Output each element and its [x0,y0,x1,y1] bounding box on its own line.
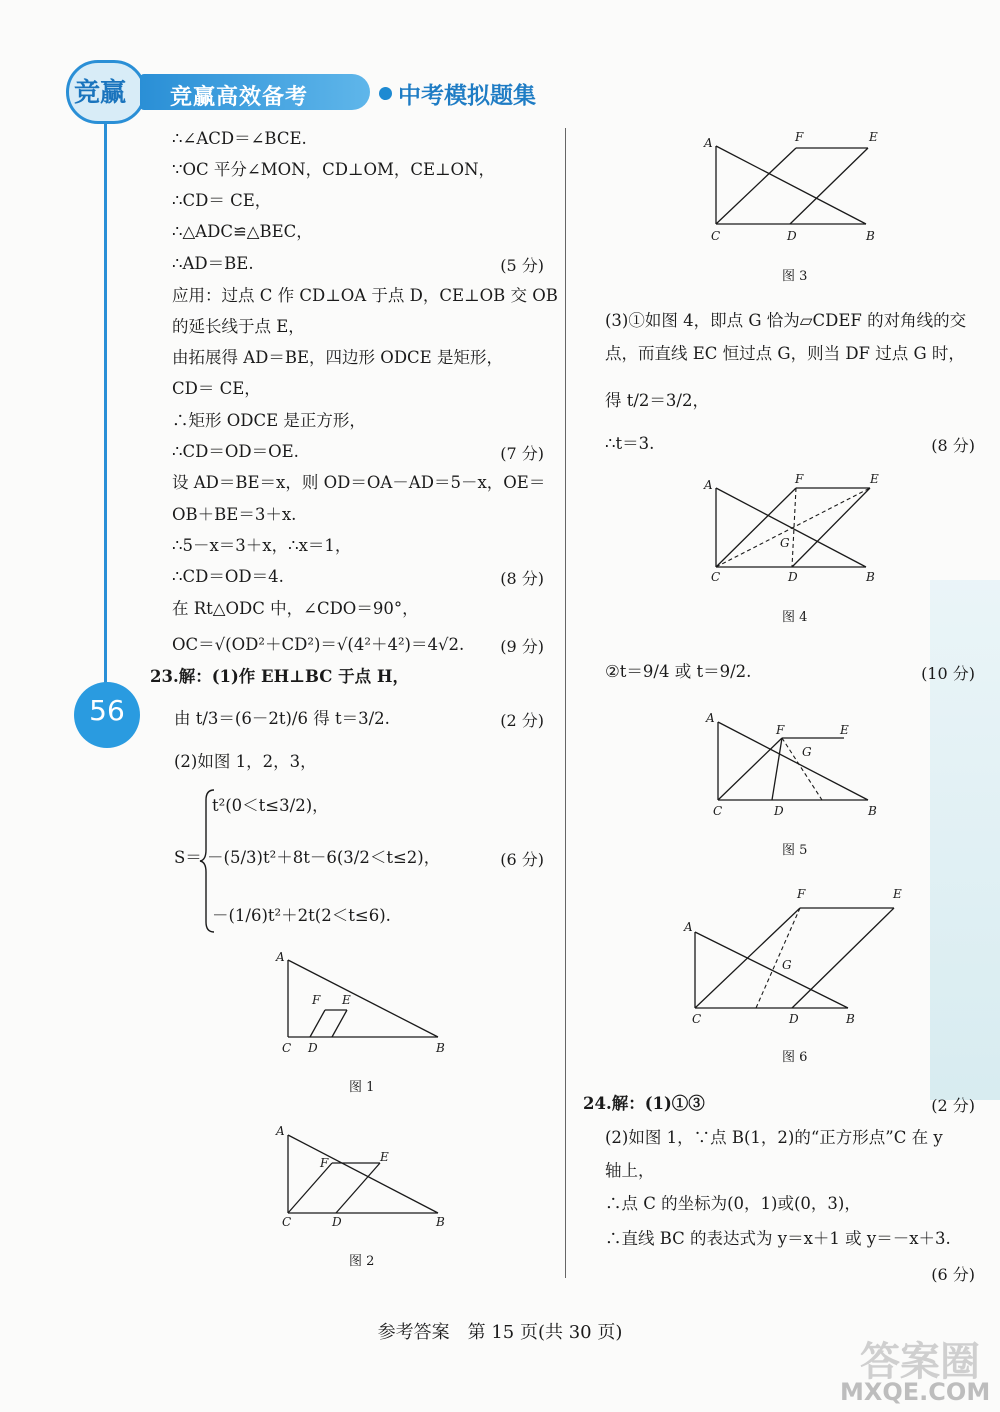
fig2-caption: 图 2 [349,1254,375,1269]
fig5-label-c: C [713,804,723,818]
text-line: 23.解：(1)作 EH⊥BC 于点 H， [150,667,410,686]
page-number: 56 [89,694,125,727]
fig5-label-a: A [706,711,715,725]
fig6-label-a: A [684,920,693,934]
score-label: (10 分) [921,664,975,683]
watermark-logo: 答案圈 [860,1339,980,1385]
text-line: ∴∠ACD＝∠BCE. [172,129,307,148]
text-line: ∴直线 BC 的表达式为 y＝x＋1 或 y＝－x＋3. [605,1229,951,1248]
fig4-label-f: F [795,472,804,486]
text-line: ∴矩形 ODCE 是正方形， [172,411,366,430]
column-divider [565,128,566,1278]
answer-23 [150,0,544,1290]
fig6-label-g: G [782,958,792,972]
text-line: 在 Rt△ODC 中，∠CDO＝90°， [172,599,419,618]
text-line: 点，而直线 EC 恒过点 G，则当 DF 过点 G 时， [605,344,965,363]
score-label: (8 分) [500,569,544,588]
text-line: ∴AD＝BE. [172,254,254,273]
score-label: (6 分) [500,850,544,869]
fig3-label-e: E [869,130,878,144]
fig6-caption: 图 6 [782,1050,808,1065]
text-line: (2)如图 1，2，3， [174,752,317,771]
fig4-label-a: A [704,478,713,492]
text-line: ∴t＝3. [605,434,655,453]
brand-logo-text: 竞赢 [74,78,127,108]
text-line: t²(0＜t≤3/2)， [212,796,329,815]
text-line: 的延长线于点 E， [172,317,305,336]
fig5-label-d: D [774,804,784,818]
text-line: ∴△ADC≌△BEC， [172,222,313,241]
text-line: ∴CD＝ CE， [172,191,272,210]
fig1-label-a: A [276,950,285,964]
fig4-label-d: D [788,570,798,584]
text-line: ∵OC 平分∠MON，CD⊥OM，CE⊥ON， [172,160,496,179]
score-label: (8 分) [931,436,975,455]
fig3-label-a: A [704,136,713,150]
text-line: 得 t/2＝3/2， [605,391,709,410]
fig4-caption: 图 4 [782,610,808,625]
fig5-label-e: E [840,723,849,737]
text-line: ∴CD＝OD＝4. [172,567,284,586]
score-label: (6 分) [931,1265,975,1284]
answer-24 [583,0,975,1290]
fig5-label-f: F [776,723,785,737]
fig6-label-f: F [797,887,806,901]
text-line: (2)如图 1，∵点 B(1，2)的“正方形点”C 在 y [605,1128,943,1147]
fig5-label-b: B [868,804,877,818]
series-title: 中考模拟题集 [398,83,536,109]
fig3-caption: 图 3 [782,269,808,284]
text-line: ②t＝9/4 或 t＝9/2. [605,662,752,681]
fig2-label-c: C [282,1215,292,1229]
score-label: (5 分) [500,256,544,275]
text-line: ∴点 C 的坐标为(0，1)或(0，3)， [605,1194,861,1213]
fig6-label-d: D [789,1012,799,1026]
text-line: S＝ －(5/3)t²＋8t－6(3/2＜t≤2)， [174,848,441,867]
text-line: OB＋BE＝3＋x. [172,505,297,524]
fig2-label-f: F [320,1156,329,1170]
fig1-label-f: F [312,993,321,1007]
text-line: 由 t/3＝(6－2t)/6 得 t＝3/2. [174,709,390,728]
header-banner-text: 竞赢高效备考 [170,85,309,110]
score-label: (7 分) [500,444,544,463]
fig4-label-e: E [870,472,879,486]
fig3-label-c: C [711,229,721,243]
fig6-label-e: E [893,887,902,901]
text-line: OC＝√(OD²＋CD²)＝√(4²＋4²)＝4√2. [172,635,465,654]
fig6-label-b: B [846,1012,855,1026]
fig4-label-g: G [780,536,790,550]
fig4-label-c: C [711,570,721,584]
fig3-label-d: D [787,229,797,243]
fig2-label-b: B [436,1215,445,1229]
fig1-label-d: D [308,1041,318,1055]
fig2-label-d: D [332,1215,342,1229]
fig1-label-c: C [282,1041,292,1055]
text-line: 由拓展得 AD＝BE，四边形 ODCE 是矩形， [172,348,503,367]
score-label: (2 分) [500,711,544,730]
fig3-label-b: B [866,229,875,243]
score-label: (2 分) [931,1096,975,1115]
fig5-caption: 图 5 [782,843,808,858]
text-line: 设 AD＝BE＝x，则 OD＝OA－AD＝5－x，OE＝ [172,473,546,492]
fig1-label-e: E [342,993,351,1007]
text-line: 24.解：(1)①③ [583,1094,705,1113]
fig2-label-e: E [380,1150,389,1164]
watermark-url: MXQE.COM [840,1378,991,1406]
fig1-label-b: B [436,1041,445,1055]
fig6-label-c: C [692,1012,702,1026]
text-line: －(1/6)t²＋2t(2＜t≤6). [212,906,391,925]
text-line: (3)①如图 4，即点 G 恰为▱CDEF 的对角线的交 [605,311,967,330]
fig3-label-f: F [795,130,804,144]
figure-2 [270,1120,470,1230]
page-footer: 参考答案 第 15 页(共 30 页) [377,1322,623,1343]
fig1-caption: 图 1 [349,1080,375,1095]
fig4-label-b: B [866,570,875,584]
fig5-label-g: G [802,745,812,759]
side-rule [104,124,107,684]
text-line: 轴上， [605,1161,655,1180]
text-line: 应用：过点 C 作 CD⊥OA 于点 D，CE⊥OB 交 OB [172,286,558,305]
text-line: ∴CD＝OD＝OE. [172,442,299,461]
text-line: ∴5－x＝3＋x，∴x＝1， [172,536,352,555]
fig2-label-a: A [276,1124,285,1138]
score-label: (9 分) [500,637,544,656]
text-line: CD＝ CE， [172,379,261,398]
piecewise-brace [200,788,216,934]
